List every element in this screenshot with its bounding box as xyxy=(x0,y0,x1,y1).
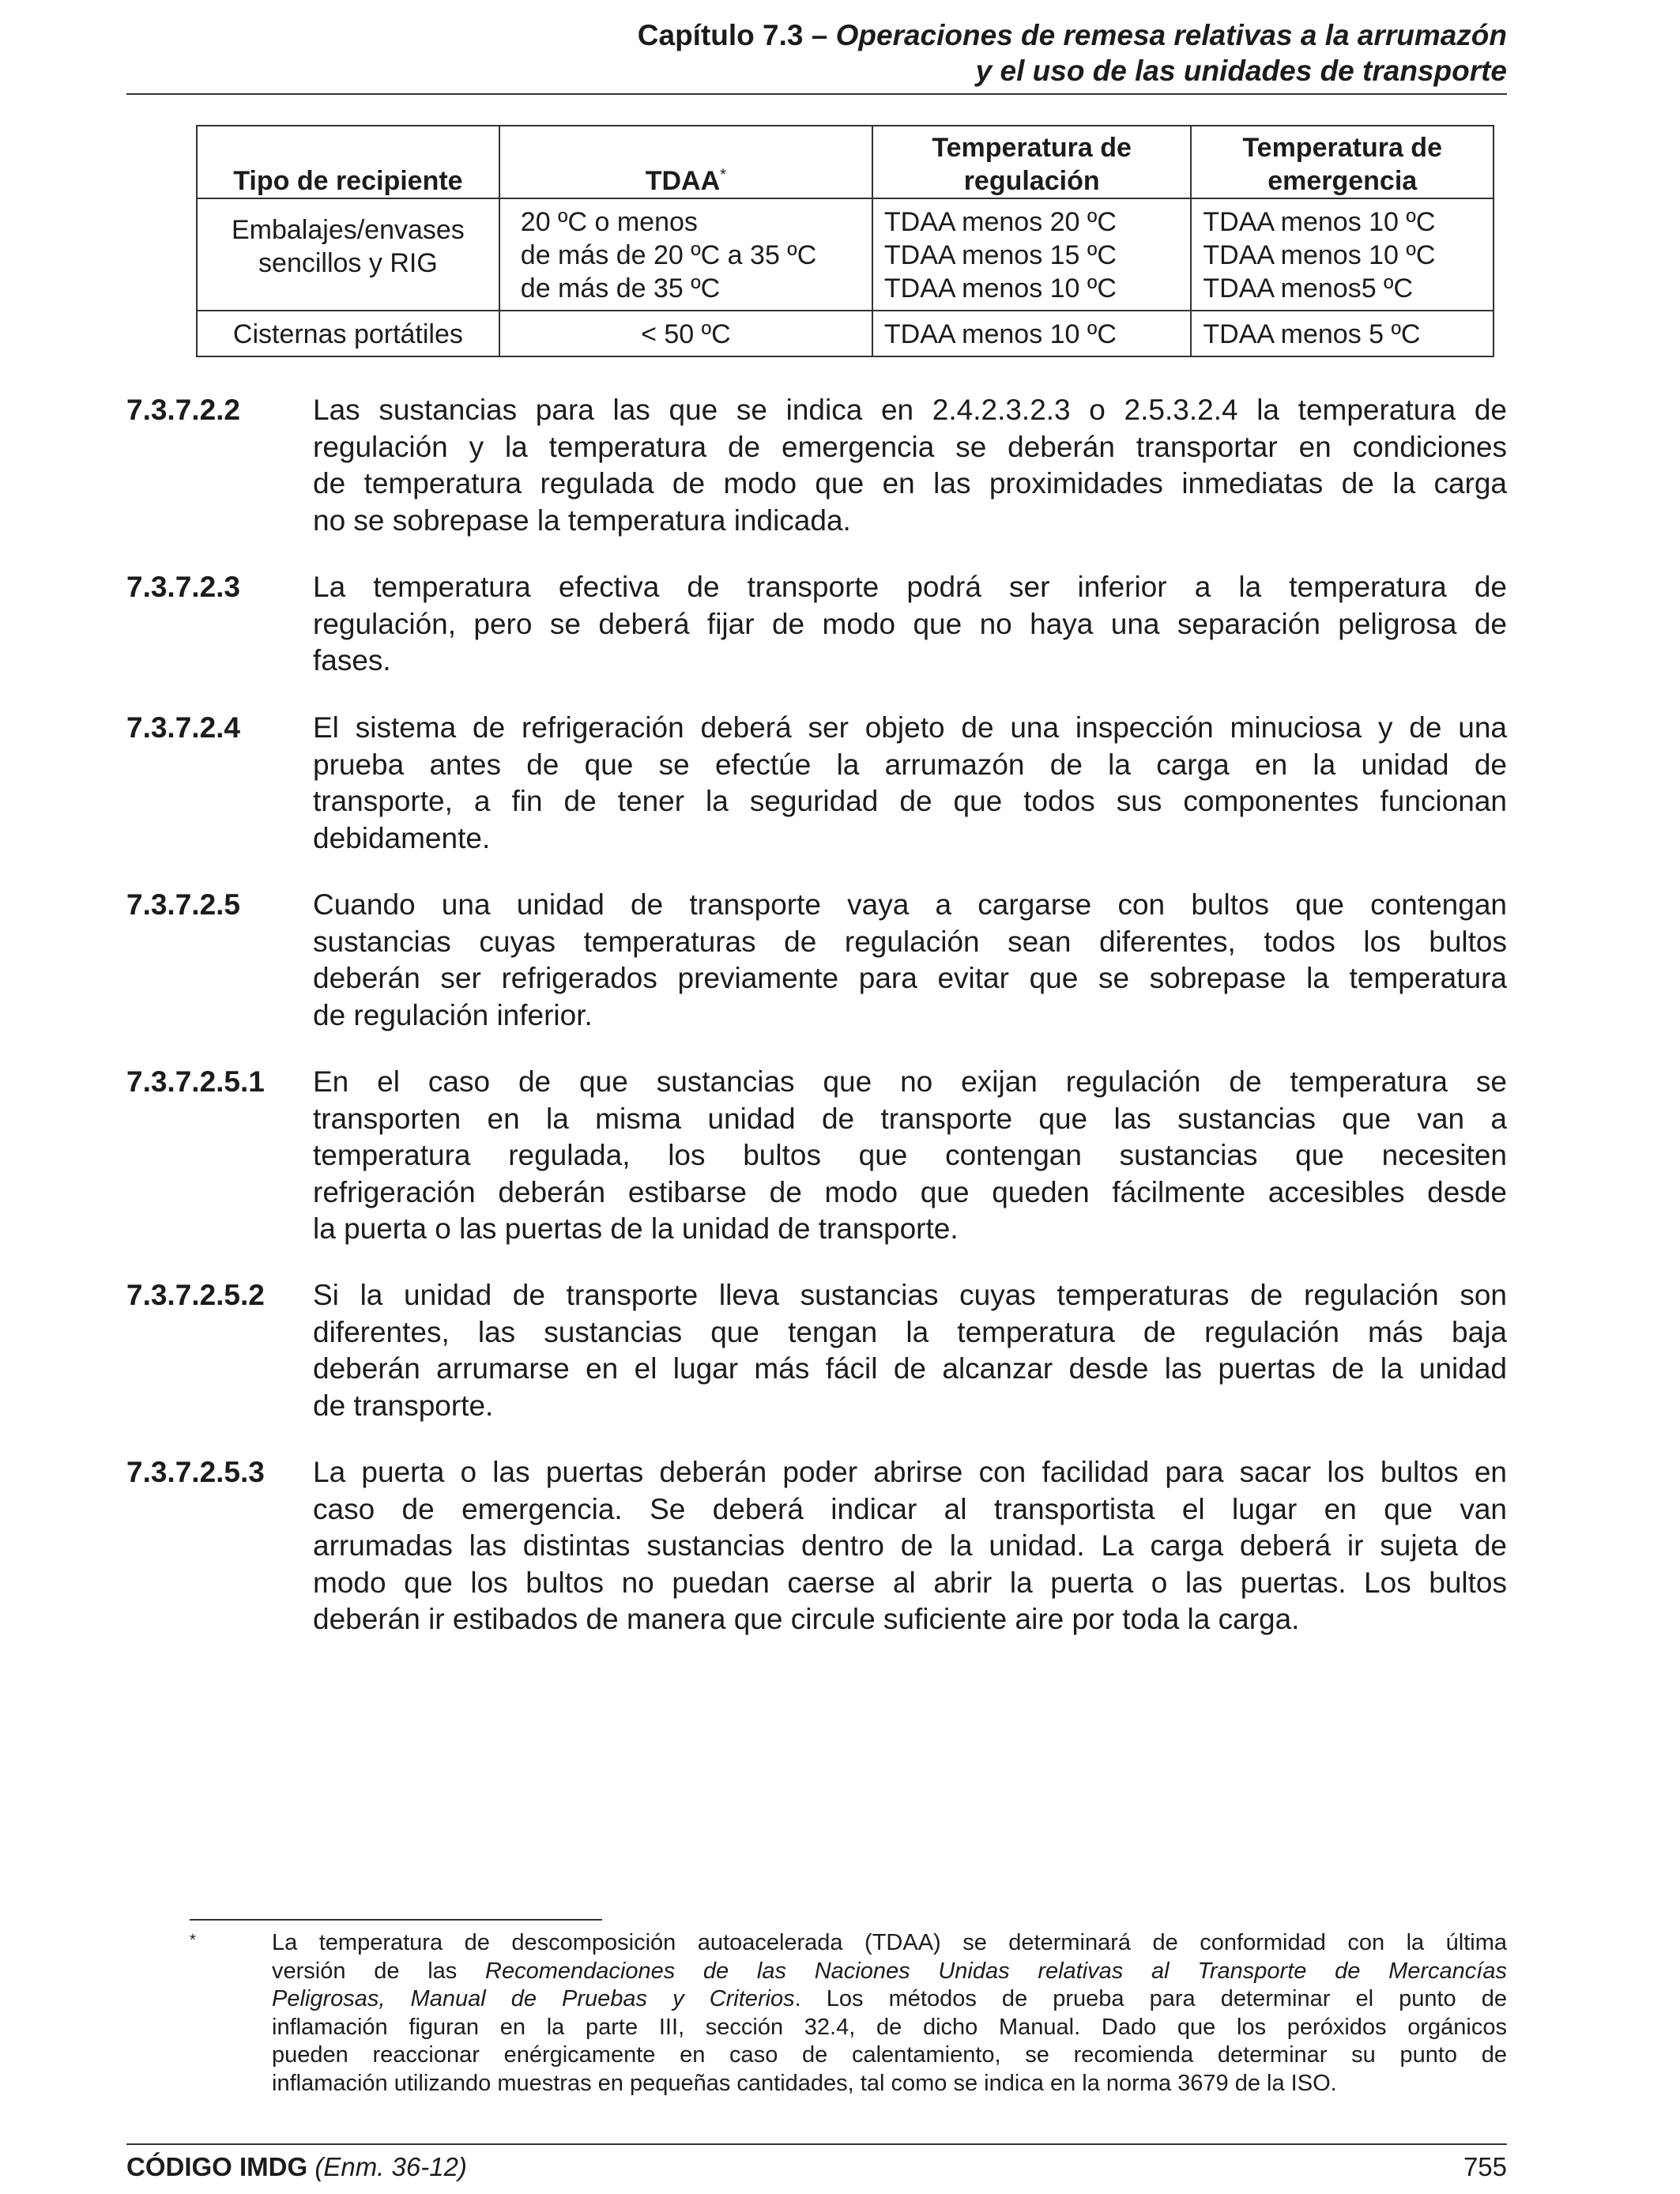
chapter-title-line1 xyxy=(126,17,1507,53)
paragraph-7-3-7-2-5-2 xyxy=(126,1277,1507,1424)
page-header xyxy=(126,14,1507,95)
chapter-title-line2: y el uso de las unidades de transporte xyxy=(975,55,1507,87)
paragraph-text: La puerta o las puertas deberán poder abrirse con facilidad para sacar los bultos en caso de emergencia. Se deberá indicar al transportista el lugar en que van arrumadas las distintas sustancias dentro de la unidad. La carga deberá ir sujeta de modo que los bultos no puedan caerse al abrir la puerta o las puertas. Los bultos deberán ir estibados de manera que circule suficiente aire por toda la carga. xyxy=(313,1456,1507,1635)
paragraph-text: La temperatura efectiva de transporte podrá ser inferior a la temperatura de regulación, pero se deberá fijar de modo que no haya una separación peligrosa de fases. xyxy=(313,571,1507,677)
cell-regulacion: TDAA menos 10 ºC xyxy=(872,311,1192,356)
table-row xyxy=(197,311,1494,356)
chapter-title: Operaciones de remesa relativas a la arrumazón xyxy=(835,19,1507,51)
footnote-ref: * xyxy=(720,166,726,184)
paragraph-number: 7.3.7.2.3 xyxy=(126,571,241,603)
footnote-text: La temperatura de descomposición autoacelerada (TDAA) se determinará de conformidad con la última versión de las Recomendaciones de las Naciones Unidas relativas al Transporte de Mercancías Peligrosas, Manual de Pruebas y Criterios. Los métodos de prueba para determinar el punto de inflamación figuran en la parte III, sección 32.4, de dicho Manual. Dado que los peróxidos orgánicos pueden reaccionar enérgicamente en caso de calentamiento, se recomienda determinar su punto de inflamación utilizando muestras en pequeñas cantidades, tal como se indica en la norma 3679 de la ISO. xyxy=(272,1930,1507,2096)
paragraph-7-3-7-2-5-3 xyxy=(126,1454,1507,1638)
paragraph-7-3-7-2-3 xyxy=(126,569,1507,680)
cell-emergencia: TDAA menos 5 ºC xyxy=(1191,311,1494,356)
header-emergencia: Temperatura de emergencia xyxy=(1191,126,1494,198)
header-regulacion: Temperatura de regulación xyxy=(872,126,1192,198)
table-header-row xyxy=(197,126,1494,198)
paragraph-number: 7.3.7.2.5.1 xyxy=(126,1065,265,1098)
cell-tipo: Embalajes/envases sencillos y RIG xyxy=(197,198,499,311)
publication-code: CÓDIGO IMDG (Enm. 36-12) xyxy=(126,2152,467,2181)
paragraph-number: 7.3.7.2.2 xyxy=(126,394,241,426)
paragraph-number: 7.3.7.2.5.2 xyxy=(126,1279,265,1311)
cell-tdaa: < 50 ºC xyxy=(499,311,872,356)
paragraph-text: Cuando una unidad de transporte vaya a cargarse con bultos que contengan sustancias cuyas temperaturas de regulación sean diferentes, todos los bultos deberán ser refrigerados previamente para evitar que se sobrepase la temperatura de regulación inferior. xyxy=(313,888,1507,1031)
paragraph-7-3-7-2-2 xyxy=(126,392,1507,539)
cell-regulacion: TDAA menos 20 ºC TDAA menos 15 ºC TDAA menos 10 ºC xyxy=(872,198,1192,311)
paragraph-7-3-7-2-5-1 xyxy=(126,1064,1507,1248)
header-tdaa: TDAA* xyxy=(499,126,872,198)
header-tipo: Tipo de recipiente xyxy=(197,126,499,198)
paragraph-number: 7.3.7.2.5.3 xyxy=(126,1456,265,1488)
paragraph-number: 7.3.7.2.4 xyxy=(126,711,241,744)
paragraph-text: Las sustancias para las que se indica en 2.4.2.3.2.3 o 2.5.3.2.4 la temperatura de regulación y la temperatura de emergencia se deberán transportar en condiciones de temperatura regulada de modo que en las proximidades inmediatas de la carga no se sobrepase la temperatura indicada. xyxy=(313,394,1507,537)
chapter-number: Capítulo 7.3 – xyxy=(637,19,836,51)
cell-tipo: Cisternas portátiles xyxy=(197,311,499,356)
table-row xyxy=(197,198,1494,311)
paragraph-7-3-7-2-4 xyxy=(126,710,1507,857)
paragraph-text: Si la unidad de transporte lleva sustancias cuyas temperaturas de regulación son diferentes, las sustancias que tengan la temperatura de regulación más baja deberán arrumarse en el lugar más fácil de alcanzar desde las puertas de la unidad de transporte. xyxy=(313,1279,1507,1422)
footnote-mark: * xyxy=(190,1932,196,1949)
paragraph-7-3-7-2-5 xyxy=(126,887,1507,1034)
edition: (Enm. 36-12) xyxy=(315,2152,467,2181)
temperature-table xyxy=(196,125,1494,357)
cell-emergencia: TDAA menos 10 ºC TDAA menos 10 ºC TDAA menos5 ºC xyxy=(1191,198,1494,311)
page-number: 755 xyxy=(1463,2152,1507,2181)
paragraph-text: El sistema de refrigeración deberá ser objeto de una inspección minuciosa y de una prueba antes de que se efectúe la arrumazón de la carga en la unidad de transporte, a fin de tener la seguridad de que todos sus componentes funcionan debidamente. xyxy=(313,711,1507,854)
cell-tdaa: 20 ºC o menos de más de 20 ºC a 35 ºC de más de 35 ºC xyxy=(499,198,872,311)
paragraph-text: En el caso de que sustancias que no exijan regulación de temperatura se transporten en la misma unidad de transporte que las sustancias que van a temperatura regulada, los bultos que contengan sustancias que necesiten refrigeración deberán estibarse de modo que queden fácilmente accesibles desde la puerta o las puertas de la unidad de transporte. xyxy=(313,1065,1507,1245)
page-footer xyxy=(126,2143,1507,2183)
footnote-separator xyxy=(190,1919,602,1921)
paragraph-number: 7.3.7.2.5 xyxy=(126,888,241,921)
footnote xyxy=(190,1929,1507,2098)
